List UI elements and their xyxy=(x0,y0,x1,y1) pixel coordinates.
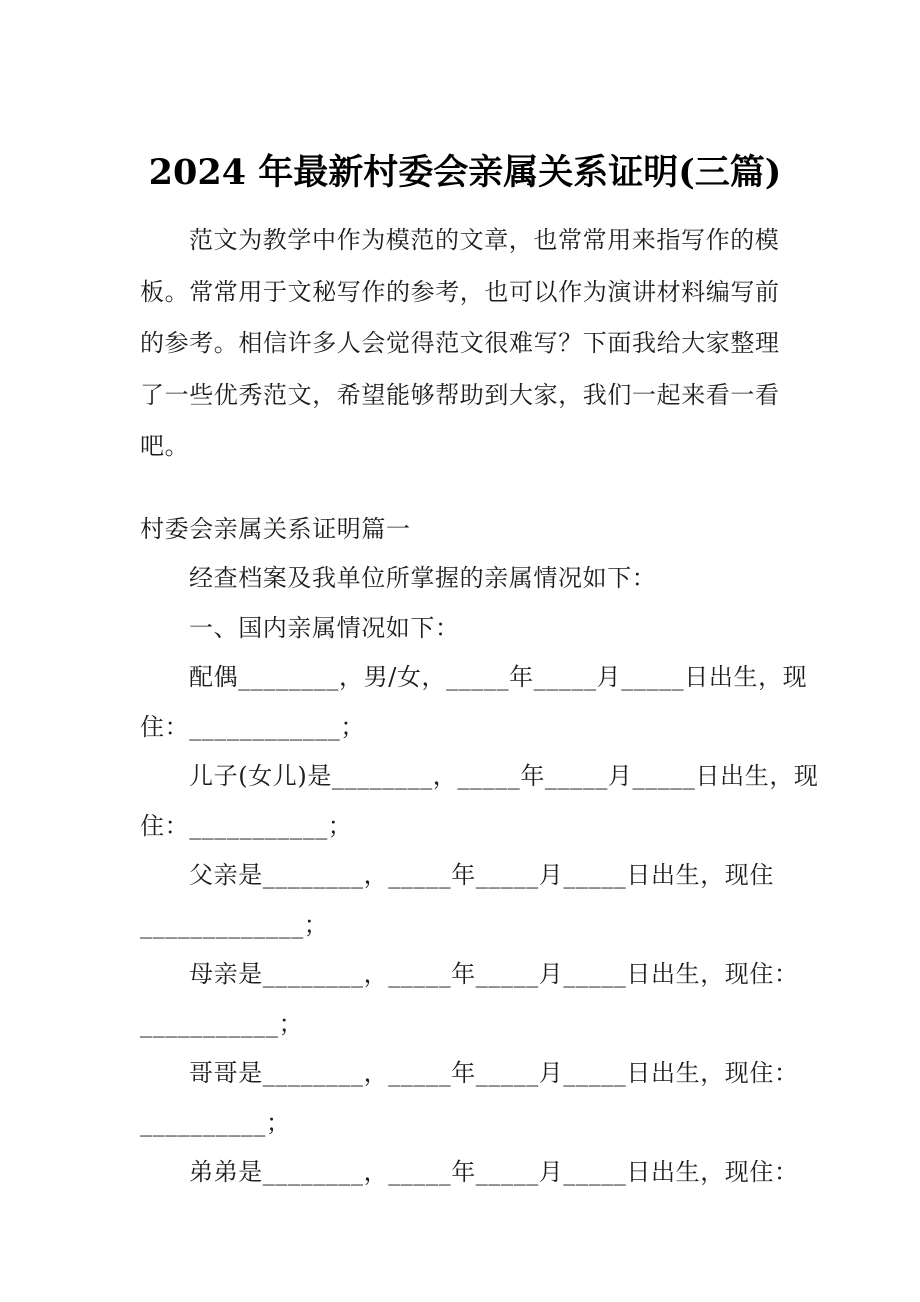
body-line: 经查档案及我单位所掌握的亲属情况如下： xyxy=(189,564,657,592)
body-line-mother: 母亲是________，_____年_____月_____日出生，现住： xyxy=(189,960,799,988)
paragraph-line: 范文为教学中作为模范的文章，也常常用来指写作的模 xyxy=(189,226,780,254)
intro-paragraph xyxy=(140,215,790,473)
body-line-spouse: 配偶________，男/女，_____年_____月_____日出生，现 xyxy=(189,663,808,691)
body-line: _____________； xyxy=(140,910,329,939)
paragraph-line: 吧。 xyxy=(140,432,190,460)
document-title: 2024 年最新村委会亲属关系证明(三篇) xyxy=(148,152,782,193)
paragraph-line: 板。常常用于文秘写作的参考，也可以作为演讲材料编写前 xyxy=(140,277,780,306)
body-line: 住：____________； xyxy=(140,712,365,741)
paragraph-line: 了一些优秀范文，希望能够帮助到大家，我们一起来看一看 xyxy=(140,380,780,409)
body-line-father: 父亲是________，_____年_____月_____日出生，现住 xyxy=(189,861,774,889)
paragraph-line: 的参考。相信许多人会觉得范文很难写？下面我给大家整理 xyxy=(140,329,780,357)
body-line: ___________； xyxy=(140,1009,304,1038)
body-line-younger-brother: 弟弟是________，_____年_____月_____日出生，现住： xyxy=(189,1158,799,1186)
section-heading: 村委会亲属关系证明篇一 xyxy=(140,514,411,543)
body-line-elder-brother: 哥哥是________，_____年_____月_____日出生，现住： xyxy=(189,1059,799,1087)
body-line: __________； xyxy=(140,1108,291,1137)
body-line-child: 儿子(女儿)是________，_____年_____月_____日出生，现 xyxy=(189,762,819,790)
section-one xyxy=(140,505,819,1198)
body-line: 一、国内亲属情况如下： xyxy=(189,613,460,642)
blank-line xyxy=(140,473,790,505)
body-line: 住：___________； xyxy=(140,811,353,840)
